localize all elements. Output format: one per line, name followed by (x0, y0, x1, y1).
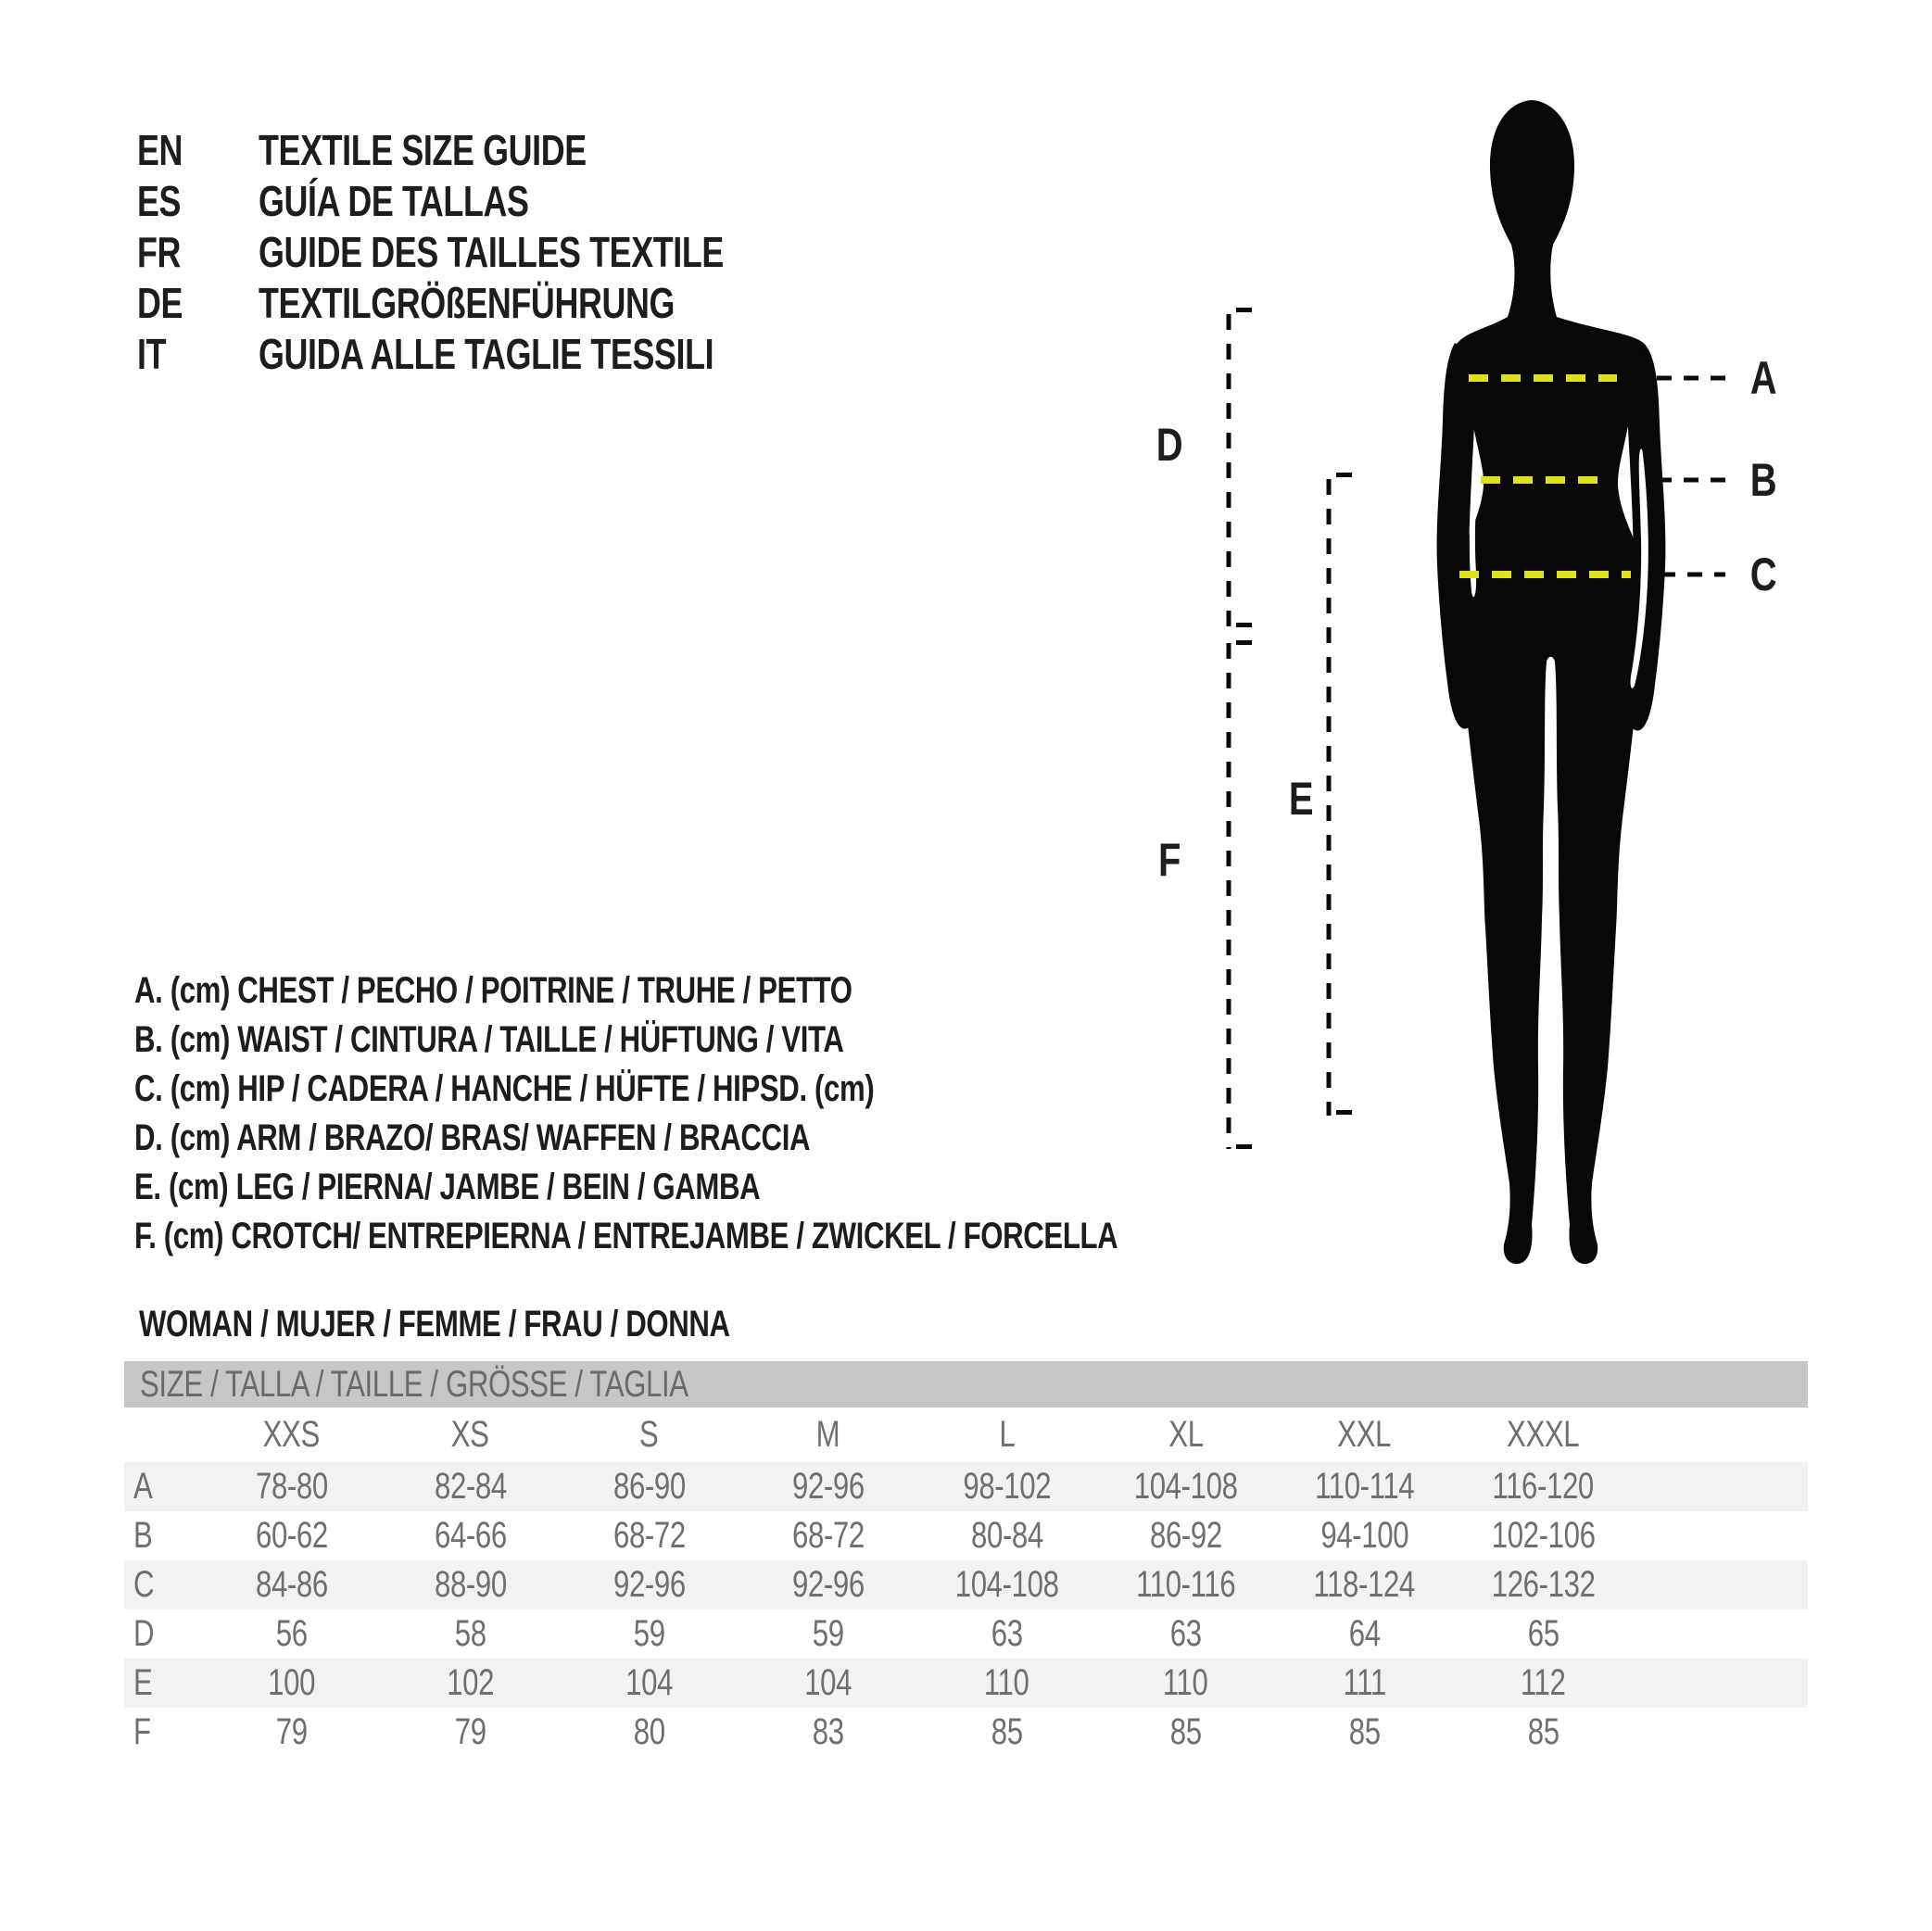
cell-d-xs: 58 (454, 1613, 486, 1654)
cell-b-m: 68-72 (791, 1515, 865, 1556)
size-table-title: SIZE / TALLA / TAILLE / GRÖSSE / TAGLIA (140, 1363, 688, 1405)
cell-a-xxs: 78-80 (255, 1466, 328, 1507)
tick-f-top (1236, 640, 1252, 645)
table-row-b (124, 1511, 1808, 1560)
cell-e-xxs: 100 (268, 1662, 315, 1703)
cell-e-xxxl: 112 (1521, 1662, 1566, 1703)
size-header-m: M (815, 1414, 840, 1455)
cell-c-m: 92-96 (791, 1564, 865, 1605)
cell-b-l: 80-84 (970, 1515, 1043, 1556)
cell-f-l: 85 (991, 1711, 1023, 1752)
lang-row-en (137, 124, 854, 175)
size-header-xxs: XXS (262, 1414, 321, 1455)
table-row-e (124, 1659, 1808, 1708)
legend-item-hip: C. (cm) HIP / CADERA / HANCHE / HÜFTE / HIPSD. (cm) (134, 1068, 875, 1109)
cell-b-xl: 86-92 (1149, 1515, 1222, 1556)
table-row-f (124, 1708, 1808, 1757)
cell-d-xxl: 64 (1348, 1613, 1381, 1654)
cell-a-xxl: 110-114 (1314, 1466, 1415, 1507)
figure-label-crotch-f: F (1157, 834, 1181, 886)
row-label-b: B (133, 1515, 153, 1556)
lang-title-de: TEXTILGRÖßENFÜHRUNG (259, 278, 676, 327)
table-row-a (124, 1462, 1808, 1511)
lang-title-en: TEXTILE SIZE GUIDE (259, 125, 587, 174)
cell-a-xl: 104-108 (1133, 1466, 1238, 1507)
cell-d-s: 59 (633, 1613, 665, 1654)
woman-silhouette (1455, 100, 1647, 1264)
cell-a-s: 86-90 (612, 1466, 686, 1507)
figure-label-arm-d: D (1155, 419, 1183, 471)
cell-b-xxs: 60-62 (255, 1515, 328, 1556)
legend-item-arm: D. (cm) ARM / BRAZO/ BRAS/ WAFFEN / BRACCIA (134, 1117, 811, 1158)
cell-f-xxl: 85 (1348, 1711, 1381, 1752)
tick-d-top (1236, 308, 1252, 312)
cell-f-s: 80 (633, 1711, 665, 1752)
size-header-xl: XL (1168, 1414, 1204, 1455)
lang-code-es: ES (137, 176, 182, 225)
cell-b-xxl: 94-100 (1320, 1515, 1408, 1556)
cell-c-xxl: 118-124 (1313, 1564, 1416, 1605)
cell-d-xxxl: 65 (1527, 1613, 1559, 1654)
cell-d-xxs: 56 (275, 1613, 308, 1654)
cell-c-xxxl: 126-132 (1491, 1564, 1596, 1605)
lang-code-fr: FR (137, 227, 182, 276)
lang-row-it (137, 328, 854, 379)
cell-f-m: 83 (812, 1711, 844, 1752)
woman-left-arm (1437, 343, 1475, 729)
size-table-title-band (124, 1361, 1808, 1407)
cell-c-xl: 110-116 (1135, 1564, 1236, 1605)
cell-d-l: 63 (991, 1613, 1023, 1654)
size-header-xxl: XXL (1337, 1414, 1392, 1455)
row-label-a: A (133, 1466, 153, 1507)
lang-code-de: DE (137, 278, 183, 327)
tick-e-top (1336, 473, 1352, 477)
size-header-xxxl: XXXL (1507, 1414, 1580, 1455)
tick-d-bottom (1236, 623, 1252, 627)
row-label-e: E (133, 1662, 153, 1703)
figure-label-leg-e: E (1288, 773, 1314, 825)
cell-f-xxxl: 85 (1527, 1711, 1559, 1752)
cell-c-l: 104-108 (954, 1564, 1059, 1605)
cell-c-s: 92-96 (612, 1564, 686, 1605)
cell-e-xs: 102 (447, 1662, 494, 1703)
lang-title-es: GUÍA DE TALLAS (259, 176, 529, 225)
lang-row-es (137, 175, 854, 226)
lang-code-it: IT (137, 329, 167, 378)
cell-e-l: 110 (984, 1662, 1029, 1703)
size-header-xs: XS (451, 1414, 489, 1455)
legend-item-crotch: F. (cm) CROTCH/ ENTREPIERNA / ENTREJAMBE / ZWICKEL / FORCELLA (134, 1216, 1118, 1256)
cell-d-m: 59 (812, 1613, 844, 1654)
figure-label-chest-a: A (1749, 352, 1777, 404)
cell-a-xxxl: 116-120 (1492, 1466, 1595, 1507)
size-table (124, 1361, 1808, 1757)
lang-title-fr: GUIDE DES TAILLES TEXTILE (259, 227, 724, 276)
cell-f-xl: 85 (1169, 1711, 1202, 1752)
cell-f-xxs: 79 (275, 1711, 308, 1752)
gender-heading: WOMAN / MUJER / FEMME / FRAU / DONNA (139, 1303, 730, 1344)
row-label-f: F (133, 1711, 151, 1752)
figure-label-waist-b: B (1749, 454, 1777, 506)
cell-e-s: 104 (625, 1662, 673, 1703)
table-row-d (124, 1609, 1808, 1659)
measurement-legend (134, 966, 1395, 1261)
lang-code-en: EN (137, 125, 183, 174)
row-label-c: C (133, 1564, 155, 1605)
language-title-block (137, 124, 854, 379)
row-label-d: D (133, 1613, 155, 1654)
cell-e-xl: 110 (1163, 1662, 1208, 1703)
size-header-l: L (999, 1414, 1015, 1455)
cell-c-xs: 88-90 (434, 1564, 507, 1605)
cell-e-xxl: 111 (1343, 1662, 1386, 1703)
lang-row-de (137, 277, 854, 328)
size-header-s: S (639, 1414, 659, 1455)
lang-row-fr (137, 226, 854, 277)
cell-b-xxxl: 102-106 (1491, 1515, 1596, 1556)
cell-b-s: 68-72 (612, 1515, 686, 1556)
table-row-c (124, 1560, 1808, 1609)
legend-item-leg: E. (cm) LEG / PIERNA/ JAMBE / BEIN / GAMBA (134, 1167, 761, 1207)
cell-c-xxs: 84-86 (255, 1564, 328, 1605)
cell-e-m: 104 (804, 1662, 852, 1703)
cell-b-xs: 64-66 (434, 1515, 507, 1556)
legend-item-waist: B. (cm) WAIST / CINTURA / TAILLE / HÜFTUNG / VITA (134, 1019, 844, 1060)
cell-a-m: 92-96 (791, 1466, 865, 1507)
figure-label-hip-c: C (1749, 549, 1777, 600)
cell-f-xs: 79 (454, 1711, 486, 1752)
lang-title-it: GUIDA ALLE TAGLIE TESSILI (259, 329, 714, 378)
size-header-row (124, 1407, 1808, 1462)
cell-a-xs: 82-84 (434, 1466, 507, 1507)
cell-a-l: 98-102 (963, 1466, 1051, 1507)
legend-item-chest: A. (cm) CHEST / PECHO / POITRINE / TRUHE / PETTO (134, 970, 852, 1011)
cell-d-xl: 63 (1169, 1613, 1202, 1654)
